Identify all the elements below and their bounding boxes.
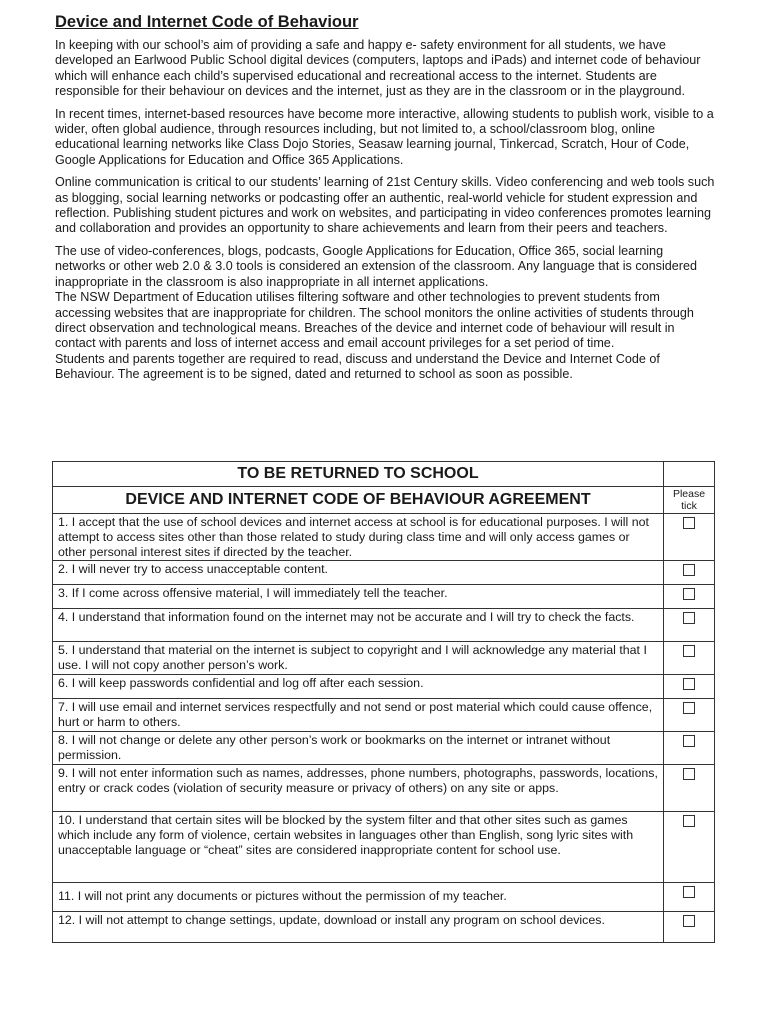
table-row [53, 883, 715, 912]
intro-text [55, 38, 715, 383]
table-row [53, 585, 715, 609]
agreement-item: 9. I will not enter information such as names, addresses, phone numbers, photographs, passwords, locations, entry or crack codes (violation of security measure or privacy of others) on any site or apps. [53, 765, 664, 812]
table-row [53, 912, 715, 943]
item-2-checkbox[interactable] [683, 564, 695, 576]
intro-paragraph: Students and parents together are required to read, discuss and understand the Device and Internet Code of Behaviour. The agreement is to be signed, dated and returned to school as soon as possible. [55, 351, 660, 382]
agreement-heading: DEVICE AND INTERNET CODE OF BEHAVIOUR AGREEMENT [53, 487, 664, 514]
table-row [53, 514, 715, 561]
item-6-checkbox[interactable] [683, 678, 695, 690]
page-title: Device and Internet Code of Behaviour [55, 13, 359, 31]
table-header-row [53, 462, 715, 487]
agreement-item: 4. I understand that information found on the internet may not be accurate and I will try to check the facts. [53, 609, 664, 642]
tick-cell [664, 699, 715, 732]
table-row [53, 732, 715, 765]
tick-cell [664, 585, 715, 609]
agreement-item: 5. I understand that material on the internet is subject to copyright and I will acknowledge any material that I use. I will not copy another person’s work. [53, 642, 664, 675]
intro-paragraph: In keeping with our school’s aim of providing a safe and happy e- safety environment for all students, we have developed an Earlwood Public School digital devices (computers, laptops and iPads) and internet code of behaviour which will enhance each child’s supervised educational and recreational access to the internet. Students are responsible for their behaviour on devices and the internet, just as they are in the classroom or in the playground. [55, 38, 701, 99]
tick-cell [664, 642, 715, 675]
agreement-item: 3. If I come across offensive material, I will immediately tell the teacher. [53, 585, 664, 609]
tick-cell [664, 765, 715, 812]
intro-paragraph: The use of video-conferences, blogs, podcasts, Google Applications for Education, Office 365, social learning networks or other web 2.0 & 3.0 tools is considered an extension of the classroom. Any language that is considered inappropriate in the classroom is also inappropriate in all internet applications. [55, 243, 697, 289]
agreement-item: 1. I accept that the use of school devices and internet access at school is for educational purposes. I will not attempt to access sites other than those related to study during class time and will only access games or other personal interest sites if directed by the teacher. [53, 514, 664, 561]
tick-cell [664, 812, 715, 883]
table-row [53, 765, 715, 812]
document-page [55, 12, 715, 383]
agreement-table [52, 461, 715, 943]
tick-column-header: Please tick [664, 487, 715, 514]
tick-cell [664, 514, 715, 561]
tick-cell [664, 609, 715, 642]
item-3-checkbox[interactable] [683, 588, 695, 600]
item-12-checkbox[interactable] [683, 915, 695, 927]
tick-cell [664, 732, 715, 765]
return-heading: TO BE RETURNED TO SCHOOL [53, 462, 664, 487]
table-row [53, 561, 715, 585]
agreement-item: 8. I will not change or delete any other person’s work or bookmarks on the internet or intranet without permission. [53, 732, 664, 765]
table-row [53, 609, 715, 642]
tick-cell [664, 675, 715, 699]
item-7-checkbox[interactable] [683, 702, 695, 714]
table-row [53, 812, 715, 883]
item-9-checkbox[interactable] [683, 768, 695, 780]
item-8-checkbox[interactable] [683, 735, 695, 747]
item-5-checkbox[interactable] [683, 645, 695, 657]
agreement-item: 2. I will never try to access unacceptable content. [53, 561, 664, 585]
empty-cell [664, 462, 715, 487]
table-header-row [53, 487, 715, 514]
item-1-checkbox[interactable] [683, 517, 695, 529]
agreement-item: 10. I understand that certain sites will be blocked by the system filter and that other sites such as games which include any form of violence, certain websites in languages other than English, song lyric sites with unacceptable language or “cheat” sites are considered inappropriate content for school use. [53, 812, 664, 883]
intro-paragraph: In recent times, internet-based resources have become more interactive, allowing students to publish work, visible to a wider, often global audience, through resources including, but not limited to, a school/classroom blog, online educational learning networks like Class Dojo Stories, Seasaw learning journal, Tinkercad, Scratch, Hour of Code, Google Applications for Education and Office 365 Applications. [55, 106, 714, 167]
item-4-checkbox[interactable] [683, 612, 695, 624]
intro-paragraph: Online communication is critical to our students’ learning of 21st Century skills. Video conferencing and web tools such as blogging, social learning networks or podcasting offer an authentic, real-world vehicle for student expression and reflection. Publishing student pictures and work on websites, and participating in video conferences promotes learning and collaboration and provides an opportunity to share achievements and learn from their peers and teachers. [55, 175, 715, 236]
tick-cell [664, 561, 715, 585]
agreement-item: 7. I will use email and internet services respectfully and not send or post material which could cause offence, hurt or harm to others. [53, 699, 664, 732]
intro-paragraph: The NSW Department of Education utilises filtering software and other technologies to prevent students from accessing websites that are inappropriate for children. The school monitors the online activities of students through direct observation and technological means. Breaches of the device and internet code of behaviour will result in contact with parents and loss of internet access and email account privileges for a set period of time. [55, 290, 694, 351]
table-row [53, 642, 715, 675]
table-row [53, 699, 715, 732]
table-row [53, 675, 715, 699]
tick-cell [664, 912, 715, 943]
tick-cell [664, 883, 715, 912]
agreement-item: 12. I will not attempt to change settings, update, download or install any program on school devices. [53, 912, 664, 943]
agreement-item: 6. I will keep passwords confidential and log off after each session. [53, 675, 664, 699]
item-11-checkbox[interactable] [683, 886, 695, 898]
item-10-checkbox[interactable] [683, 815, 695, 827]
agreement-item: 11. I will not print any documents or pictures without the permission of my teacher. [53, 883, 664, 912]
